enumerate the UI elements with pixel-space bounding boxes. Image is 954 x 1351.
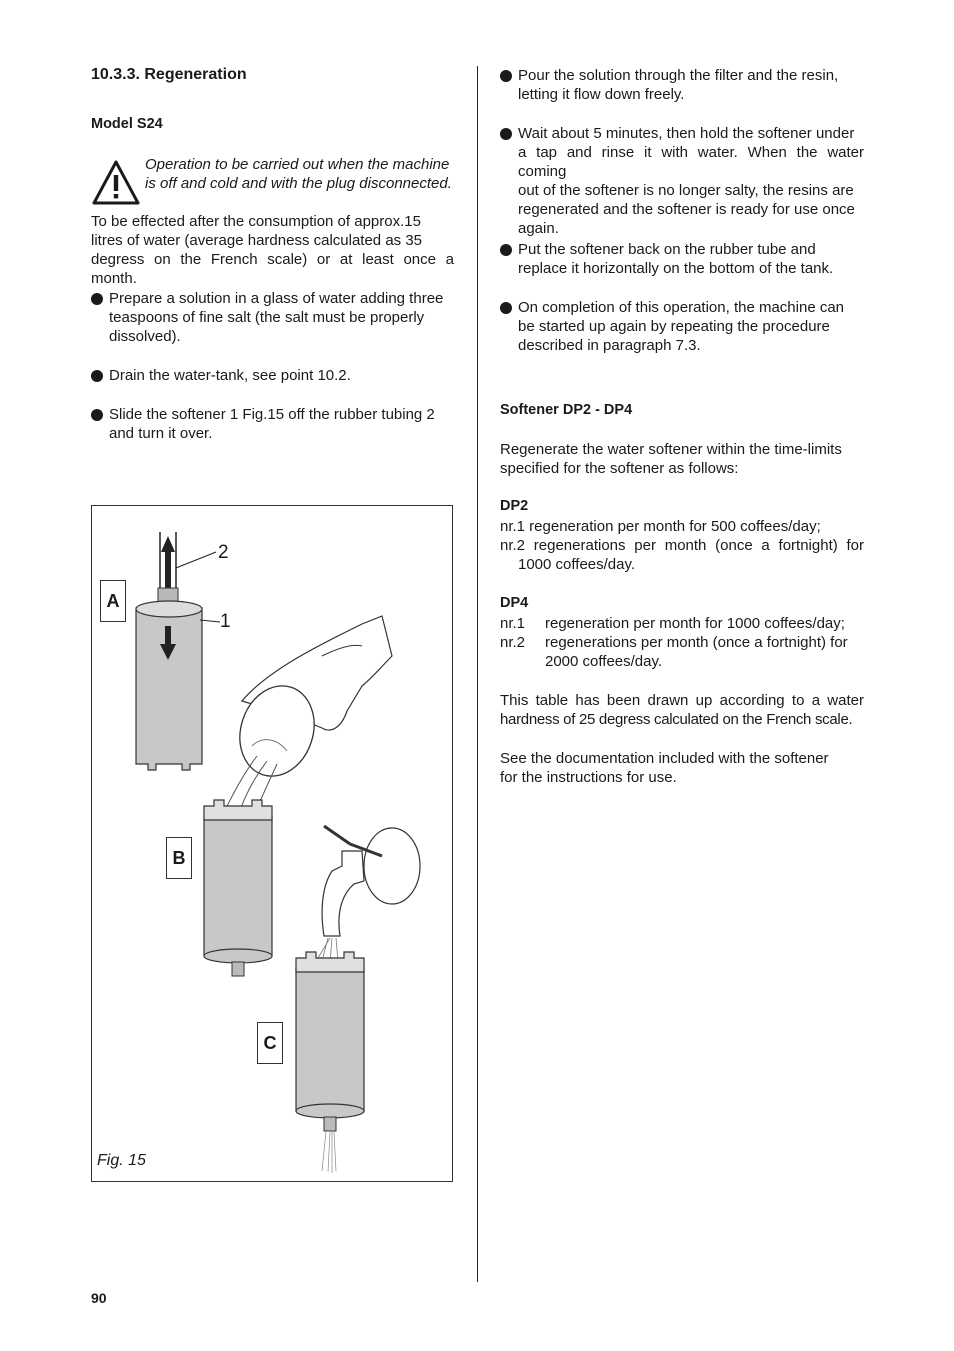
callout-1: 1 bbox=[220, 611, 231, 632]
bullet-icon bbox=[91, 409, 103, 421]
list-item: Drain the water-tank, see point 10.2. bbox=[91, 366, 454, 385]
doc-note: See the documentation included with the softener for the instructions for use. bbox=[500, 750, 829, 786]
list-item: Prepare a solution in a glass of water adding three teaspoons of fine salt (the salt must be properly dissolved). bbox=[91, 289, 454, 346]
dp4-list bbox=[500, 614, 864, 671]
bullet-icon bbox=[91, 293, 103, 305]
intro-paragraph: To be effected after the consumption of approx.15 litres of water (average hardness calculated as 35 degress on the French scale) or at least once a month. bbox=[91, 213, 454, 287]
list-item: Pour the solution through the filter and the resin, letting it flow down freely. bbox=[500, 66, 864, 104]
page-number: 90 bbox=[91, 1290, 107, 1306]
section-title: 10.3.3. Regeneration bbox=[91, 66, 247, 83]
label-b: B bbox=[166, 837, 192, 879]
figure-15 bbox=[91, 505, 453, 1182]
bullet-icon bbox=[500, 302, 512, 314]
bullet-icon bbox=[500, 70, 512, 82]
table-note: This table has been drawn up according to a water hardness of 25 degress calculated on the French scale. bbox=[500, 692, 864, 728]
regen-intro: Regenerate the water softener within the time-limits specified for the softener as follows: bbox=[500, 441, 842, 477]
bullet-icon bbox=[91, 370, 103, 382]
list-item: 2000 coffees/day. bbox=[545, 653, 663, 670]
list-item: Put the softener back on the rubber tube and replace it horizontally on the bottom of the tank. bbox=[500, 240, 864, 278]
warning-icon bbox=[91, 158, 141, 208]
label-c: C bbox=[257, 1022, 283, 1064]
label-a: A bbox=[100, 580, 126, 622]
column-divider bbox=[477, 66, 478, 1282]
callout-2: 2 bbox=[218, 542, 229, 563]
dp2-title: DP2 bbox=[500, 498, 529, 514]
list-item: nr.2 regenerations per month (once a fortnight) for bbox=[500, 634, 848, 651]
softener-title: Softener DP2 - DP4 bbox=[500, 402, 633, 418]
dp2-list: nr.1 regeneration per month for 500 coffees/day; nr.2 regenerations per month (once a fortnight) for 1000 coffees/day. bbox=[500, 518, 864, 573]
list-item: nr.1 regeneration per month for 1000 coffees/day; bbox=[500, 615, 845, 632]
dp4-title: DP4 bbox=[500, 595, 529, 611]
figure-caption: Fig. 15 bbox=[97, 1152, 146, 1169]
list-item: On completion of this operation, the machine can be started up again by repeating the procedure described in paragraph 7.3. bbox=[500, 298, 864, 355]
list-item: Slide the softener 1 Fig.15 off the rubber tubing 2 and turn it over. bbox=[91, 405, 454, 443]
warning-text: Operation to be carried out when the machine is off and cold and with the plug disconnected. bbox=[145, 156, 452, 192]
bullet-icon bbox=[500, 244, 512, 256]
list-item: Wait about 5 minutes, then hold the softener under a tap and rinse it with water. When the water coming out of the softener is no longer salty, the resins are regenerated and the softener is ready for use once again. bbox=[500, 124, 864, 238]
model-title: Model S24 bbox=[91, 116, 163, 132]
bullet-icon bbox=[500, 128, 512, 140]
softener-illustration bbox=[92, 506, 454, 1183]
